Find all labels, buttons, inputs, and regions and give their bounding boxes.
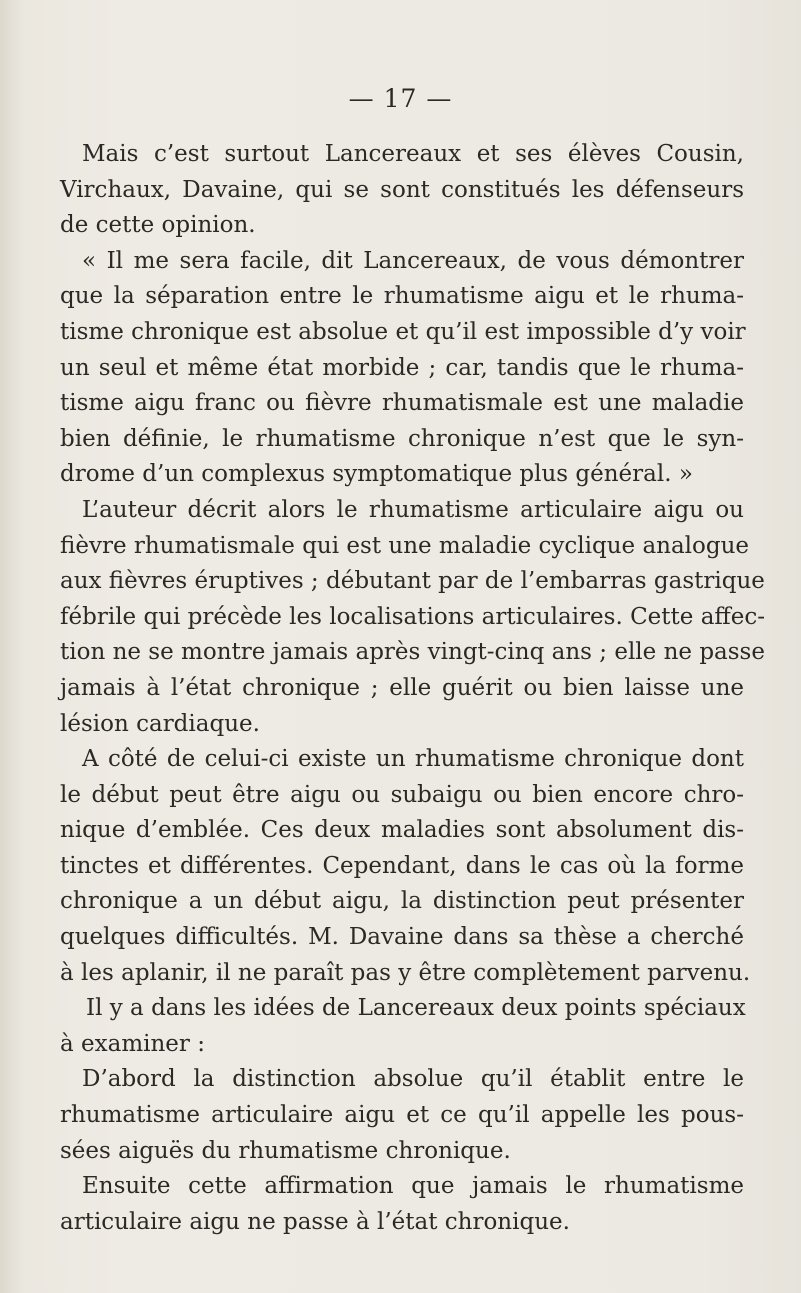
text-line: drome d’un complexus symptomatique plus général. » — [60, 461, 693, 488]
text-line: bien définie, le rhumatisme chronique n’est que le syn- — [60, 425, 744, 452]
text-line: lésion cardiaque. — [60, 710, 260, 737]
text-line: tion ne se montre jamais après vingt-cinq ans ; elle ne passe — [60, 639, 765, 666]
text-line: Il y a dans les idées de Lancereaux deux points spéciaux — [86, 995, 746, 1022]
text-line: tisme aigu franc ou fièvre rhumatismale est une maladie — [60, 390, 744, 417]
text-line: Ensuite cette affirmation que jamais le rhumatisme — [82, 1173, 744, 1200]
text-line: Mais c’est surtout Lancereaux et ses élèves Cousin, — [82, 141, 744, 167]
text-line: fébrile qui précède les localisations articulaires. Cette affec- — [60, 603, 766, 630]
text-line: D’abord la distinction absolue qu’il établit entre le — [82, 1066, 744, 1093]
text-line: à les aplanir, il ne paraît pas y être complètement parvenu. — [60, 959, 751, 986]
text-line: « Il me sera facile, dit Lancereaux, de vous démontrer — [82, 247, 744, 274]
text-line: le début peut être aigu ou subaigu ou bien encore chro- — [60, 781, 744, 808]
text-line: à examiner : — [60, 1030, 205, 1057]
text-line: tisme chronique est absolue et qu’il est impossible d’y voir — [60, 318, 746, 345]
text-line: aux fièvres éruptives ; débutant par de l’embarras gastrique — [60, 568, 765, 595]
text-line: A côté de celui-ci existe un rhumatisme chronique dont — [82, 746, 744, 773]
body-text — [60, 137, 766, 1240]
text-line: quelques difficultés. M. Davaine dans sa thèse a cherché — [60, 924, 744, 951]
text-line: rhumatisme articulaire aigu et ce qu’il appelle les pous- — [60, 1102, 744, 1129]
text-line: L’auteur décrit alors le rhumatisme articulaire aigu ou — [82, 496, 744, 523]
text-line: que la séparation entre le rhumatisme aigu et le rhuma- — [60, 283, 744, 310]
text-line: sées aiguës du rhumatisme chronique. — [60, 1137, 511, 1164]
text-line: un seul et même état morbide ; car, tandis que le rhuma- — [60, 354, 744, 381]
text-line: articulaire aigu ne passe à l’état chronique. — [60, 1208, 570, 1235]
text-line: jamais à l’état chronique ; elle guérit ou bien laisse une — [60, 674, 744, 701]
text-line: fièvre rhumatismale qui est une maladie cyclique analogue — [60, 532, 750, 559]
text-line: Virchaux, Davaine, qui se sont constitués les défenseurs — [60, 176, 744, 203]
text-line: nique d’emblée. Ces deux maladies sont absolument dis- — [60, 817, 744, 844]
text-line: tinctes et différentes. Cependant, dans le cas où la forme — [60, 852, 744, 879]
text-line: de cette opinion. — [60, 212, 256, 239]
text-line: chronique a un début aigu, la distinction peut présenter — [60, 888, 744, 915]
page-number: — 17 — — [348, 84, 453, 113]
